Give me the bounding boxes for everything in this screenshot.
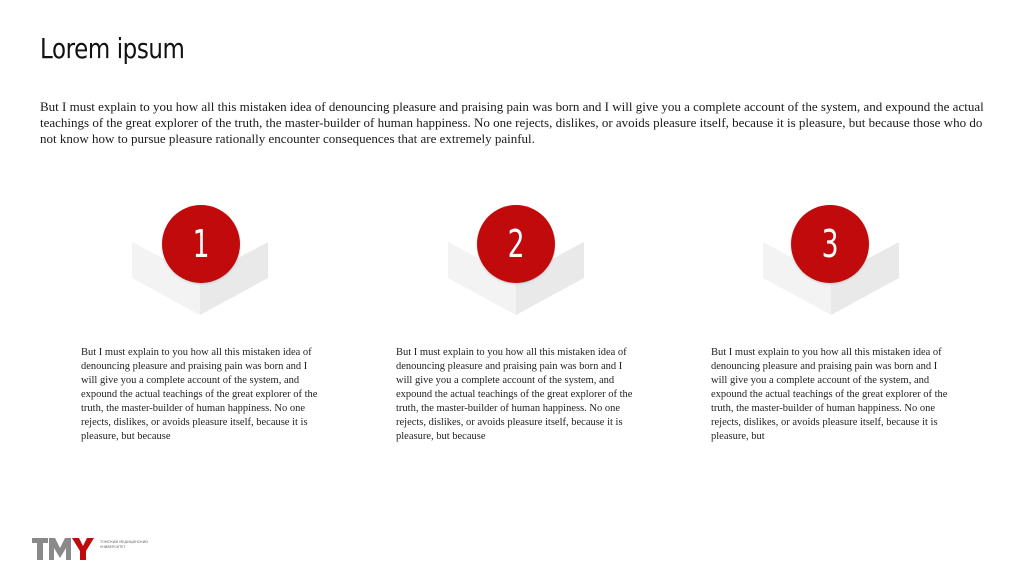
step-number: 1 — [192, 222, 210, 266]
step-description: But I must explain to you how all this mistaken idea of denouncing pleasure and praising pain was born and I will give you a complete account of the system, and expound the actual teachings of the great explorer of the truth, the master-builder of human happiness. No one rejects, dislikes, or avoids pleasure itself, because it is pleasure, but because — [81, 347, 318, 442]
step-number: 3 — [821, 222, 839, 266]
step-description: But I must explain to you how all this mistaken idea of denouncing pleasure and praising pain was born and I will give you a complete account of the system, and expound the actual teachings of the great explorer of the truth, the master-builder of human happiness. No one rejects, dislikes, or avoids pleasure itself, because it is pleasure, but — [711, 347, 948, 442]
step-card-1 — [81, 205, 410, 465]
step-number-badge — [162, 205, 240, 283]
intro-paragraph: But I must explain to you how all this mistaken idea of denouncing pleasure and praising pain was born and I will give you a complete account of the system, and expound the actual teachings of the great explorer of the truth, the master-builder of human happiness. No one rejects, dislikes, or avoids pleasure itself, because it is pleasure, but because those who do not know how to pursue pleasure rationally encounter consequences that are extremely painful. — [40, 99, 984, 146]
page-title: Lorem ipsum — [40, 32, 185, 65]
step-number-badge — [477, 205, 555, 283]
logo-mark-icon — [32, 536, 94, 562]
step-card-2 — [396, 205, 726, 465]
step-number: 2 — [507, 222, 525, 266]
logo-subtitle: ТОМСКИЙ МЕДИЦИНСКИЙ УНИВЕРСИТЕТ — [100, 540, 148, 549]
university-logo — [32, 536, 152, 562]
step-card-3 — [711, 205, 1024, 465]
step-number-badge — [791, 205, 869, 283]
step-description: But I must explain to you how all this mistaken idea of denouncing pleasure and praising pain was born and I will give you a complete account of the system, and expound the actual teachings of the great explorer of the truth, the master-builder of human happiness. No one rejects, dislikes, or avoids pleasure itself, because it is pleasure, but because — [396, 347, 633, 442]
